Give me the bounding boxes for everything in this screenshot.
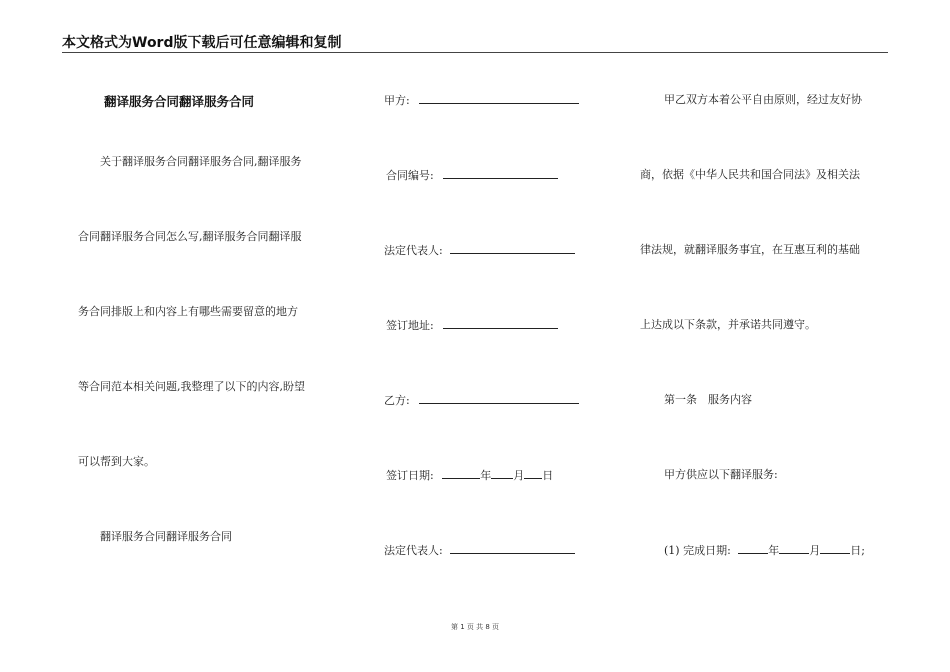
party-a-field — [384, 92, 579, 109]
header-divider — [62, 52, 888, 53]
legal-rep-field-2 — [384, 542, 575, 559]
document-header: 本文格式为Word版下载后可任意编辑和复制 — [62, 35, 342, 51]
body-line: 可以帮到大家。 — [78, 455, 155, 468]
sign-date-field — [386, 467, 553, 484]
legal-rep-blank — [450, 242, 575, 254]
party-b-field — [384, 392, 579, 409]
body-line: 律法规，就翻译服务事宜，在互惠互利的基础 — [640, 243, 860, 256]
legal-rep-label-2: 法定代表人: — [384, 544, 443, 557]
month-blank — [491, 467, 513, 479]
completion-day-label: 日; — [850, 544, 866, 557]
sign-date-label: 签订日期: — [386, 469, 434, 482]
body-line: 等合同范本相关问题,我整理了以下的内容,盼望 — [78, 380, 305, 393]
legal-rep-field — [384, 242, 575, 259]
completion-day-blank — [820, 542, 850, 554]
completion-year-blank — [738, 542, 768, 554]
completion-date-label: (1) 完成日期: — [664, 544, 731, 557]
contract-number-field — [386, 167, 558, 184]
body-line: 甲方供应以下翻译服务: — [664, 468, 778, 481]
body-line: 关于翻译服务合同翻译服务合同,翻译服务 — [100, 155, 302, 168]
party-a-label: 甲方: — [384, 94, 410, 107]
completion-year-label: 年 — [768, 544, 780, 557]
year-label: 年 — [480, 469, 492, 482]
year-blank — [442, 467, 480, 479]
sign-address-label: 签订地址: — [386, 319, 434, 332]
page-number: 第 1 页 共 8 页 — [450, 623, 500, 631]
legal-rep-label: 法定代表人: — [384, 244, 443, 257]
section-heading: 第一条 服务内容 — [664, 393, 752, 406]
party-b-label: 乙方: — [384, 394, 410, 407]
body-line: 翻译服务合同翻译服务合同 — [100, 530, 232, 543]
body-line: 合同翻译服务合同怎么写,翻译服务合同翻译服 — [78, 230, 302, 243]
contract-number-label: 合同编号: — [386, 169, 434, 182]
legal-rep-blank-2 — [450, 542, 575, 554]
body-line: 商，依据《中华人民共和国合同法》及相关法 — [640, 168, 860, 181]
party-b-blank — [419, 392, 579, 404]
sign-address-blank — [443, 317, 558, 329]
completion-month-blank — [779, 542, 809, 554]
document-title: 翻译服务合同翻译服务合同 — [104, 94, 255, 109]
body-line: 务合同排版上和内容上有哪些需要留意的地方 — [78, 305, 298, 318]
body-line: 上达成以下条款，并承诺共同遵守。 — [640, 318, 816, 331]
month-label: 月 — [513, 469, 525, 482]
completion-month-label: 月 — [809, 544, 821, 557]
body-line: 甲乙双方本着公平自由原则，经过友好协 — [664, 93, 862, 106]
party-a-blank — [419, 92, 579, 104]
day-blank — [524, 467, 542, 479]
sign-address-field — [386, 317, 558, 334]
day-label: 日 — [542, 469, 554, 482]
contract-number-blank — [443, 167, 558, 179]
completion-date-field — [664, 542, 865, 559]
